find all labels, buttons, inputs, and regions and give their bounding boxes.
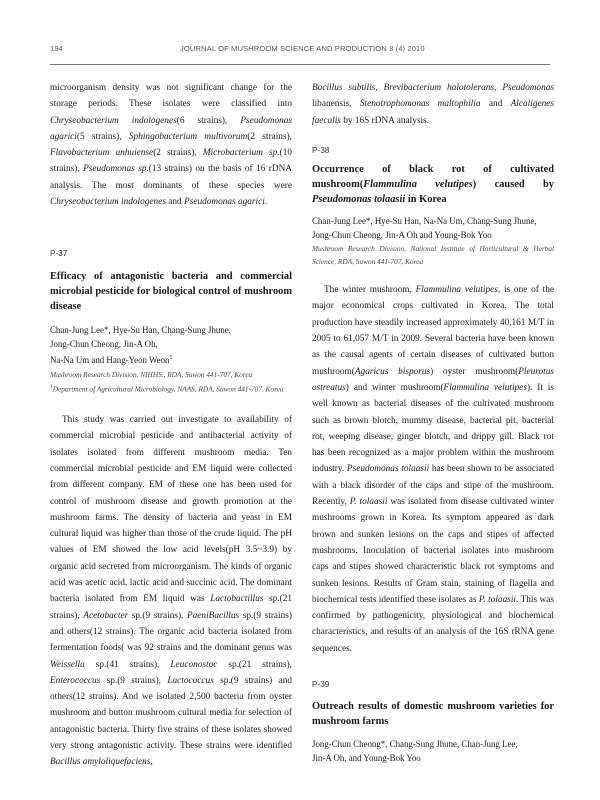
text-run: sp.(21 strains),: [217, 659, 292, 670]
authors-line: Jong-Chun Cheong, Jin-A Oh,: [50, 338, 158, 349]
affiliation-marker: 1: [169, 354, 173, 361]
text-run: , is one of the major economical crops cultivated in Korea. The total production have steadily increased approximately 40,161 M/T in 2005 to 61,057 M/T in 2009. Several bacteria have been known as the causal agents of certain diseases of cultivated button mushroom(: [312, 285, 554, 377]
page-number: 194: [50, 44, 63, 53]
affiliation-text: Department of Agricultural Microbiology, NAAS, RDA, Suwon 441-707, Korea: [52, 384, 284, 394]
authors-p39: [312, 737, 554, 765]
italic-term: PaeniBacillus: [186, 610, 240, 621]
title-part: Occurrence of black rot of cultivated mushroom(: [312, 164, 554, 191]
text-run: was isolated from disease cultivated winter mushrooms grown in Korea. Its symptom appeared as dark brown and sunken lesions on the caps and stipes of affected mushrooms. Inoculation of bacterial isolates into mushroom caps and stipes showed characteristic black rot symptoms and sunken lesions. Results of Gram stain, staining of flagella and biochemical tests identified these isolates as: [312, 497, 554, 605]
text-run: (13 strains) on the basis of 16 rDNA analysis. The most dominants of these species were: [50, 164, 292, 191]
text-run: ,: [375, 83, 384, 93]
italic-term: P. tolaasii: [349, 497, 388, 508]
abstract-title-p37: Efficacy of antagonistic bacteria and commercial microbial pesticide for biological control of mushroom disease: [50, 270, 292, 312]
text-run: (2 strains),: [247, 131, 292, 142]
text-run: ) oyster mushroom(: [430, 366, 519, 377]
italic-term: Pseudomonas sp.: [83, 164, 149, 175]
italic-term: Pseudomonas tolaasii: [346, 464, 430, 475]
right-column: [312, 80, 554, 765]
italic-term: Stenotrophomonas maltophilia: [359, 99, 481, 110]
text-run: ,: [494, 83, 503, 93]
italic-term: Pseudomonas: [502, 83, 554, 93]
text-run: sp.(9 strains) and others(12 strains). And we isolated 2,500 bacteria from oyster mushroom and button mushroom cultural media for selection of antagonistic bacteria. Thirty five strains of these isolates showed very strong antagonistic activity. These strains were identified: [50, 675, 292, 751]
italic-term: Flammulina velutipes: [415, 285, 498, 296]
text-run: sp.(9 strains) and others(12 strains). The organic acid bacteria isolated from fermentation foods( was 92 strains and the dominant genus was: [50, 610, 292, 654]
text-run: (5 strains),: [76, 131, 129, 142]
italic-term: Chryseobacterium indologenes: [50, 197, 166, 208]
title-part: Flammulina velutipes: [363, 179, 473, 191]
affiliation-line: [50, 381, 292, 396]
italic-term: Flammulina velutipes: [443, 382, 527, 393]
italic-term: Alcaligenes faecalis: [312, 99, 554, 126]
authors-line: Jong-Chun Cheong*, Chang-Sung Jhune, Chan-Jung Lee,: [312, 739, 518, 750]
italic-term: Sphingobacterium multivorum: [128, 131, 248, 142]
italic-term: Pleurotus ostreatus: [312, 366, 554, 393]
text-run: sp.(9 strains),: [100, 675, 168, 686]
abstract-title-p38: [312, 162, 554, 207]
abstract-body-p37: [50, 412, 292, 771]
text-run: .: [264, 197, 268, 208]
abstract-title-p39: Outreach results of domestic mushroom varieties for mushroom farms: [312, 701, 554, 728]
authors-line: Chan-Jung Lee*, Hye-Su Han, Na-Na Um, Chang-Sung Jhune,: [312, 216, 537, 227]
text-run: and: [165, 197, 185, 208]
left-column: [50, 80, 292, 771]
text-run: ). It is well known as bacterial diseases of the cultivated mushroom such as brown blotch, mummy disease, bacterial pit, bacterial rot, weeping disease, ginger blotch, and drippy gill. Black rot has been recognized as a major problem within the mushroom industry.: [312, 382, 555, 475]
italic-term: Microbacterium sp.: [202, 148, 280, 159]
text-run: microorganism density was not significant change for the storage periods. These isolates were classified into: [50, 83, 292, 110]
text-run: sp.(41 strains),: [84, 659, 171, 670]
affiliation-line: Mushroom Research Division, NIHHS., RDA, Suwon 441-707, Korea: [50, 369, 253, 379]
italic-term: Flavobacterium anhuiense: [50, 148, 154, 159]
text-run: (2 strains),: [153, 148, 203, 159]
italic-term: Brevibacterium halotolerans: [383, 83, 495, 93]
authors-line: Chan-Jung Lee*, Hye-Su Han, Chang-Sung Jhune,: [50, 324, 231, 335]
text-run: . This was confirmed by pathogenicity, physiological and biochemical characteristics, and results of an analysis of the 16S rRNA gene sequences.: [312, 594, 554, 654]
text-run: ) and winter mushroom(: [345, 382, 444, 393]
authors-line: Jong-Chun Cheong, Jin-A Oh and Young-Bok Yoo: [312, 230, 492, 241]
affiliation-marker: 1: [50, 384, 53, 391]
affiliations-p37: [50, 369, 292, 396]
italic-term: Pseudomonas agarici: [50, 115, 293, 142]
italic-term: Pseudomonas agarici: [184, 197, 265, 208]
italic-term: Agaricus bisporus: [354, 366, 431, 377]
header-rule: [50, 64, 550, 65]
authors-line: [50, 351, 292, 367]
italic-term: Bacillus amyloliquefaciens: [50, 757, 151, 768]
text-run: (10 strains),: [50, 148, 292, 175]
text-run: This study was carried out investigate to availability of commercial microbial pesticide and antibacterial activity of isolates isolated from different mushroom media. Ten commercial microbial pesticide and EM liquid were collected from different company. EM of these one has been used for control of mushroom disease and growth promotion at the mushroom farms. The density of bacteria and yeast in EM cultural liquid was higher than those of the crude liquid. The pH values of EM showed the low acid levels(pH 3.5~3.9) by organic acid secreted from microorganism. The kinds of organic acid was acetic acid, lactic acid and succinic acid. The dominant bacteria isolated from EM liquid was: [50, 415, 292, 605]
italic-term: Enterococcus: [50, 675, 101, 686]
abstract-code-p39: P-39: [312, 680, 330, 690]
abstract-code-p38: P-38: [312, 145, 330, 155]
italic-term: Lactobactillus: [210, 594, 264, 605]
text-run: sp.(21 strains),: [50, 594, 293, 621]
authors-p38: [312, 214, 554, 242]
journal-title: JOURNAL OF MUSHROOM SCIENCE AND PRODUCTION 8 (4) 2010: [180, 44, 425, 53]
authors-line: Jin-A Oh, and Young-Bok Yoo: [312, 753, 421, 764]
title-part: Pseudomonas tolaasii: [312, 194, 406, 206]
italic-term: Bacillus subtilis: [312, 83, 376, 93]
affiliation-p38: Mushroom Research Division, National Institute of Horticultural & Herbal Science, RDA, Suwon 441-707, Korea: [312, 244, 554, 266]
text-run: by 16S rDNA analysis.: [340, 115, 429, 126]
italic-term: Lactococcus: [167, 675, 214, 686]
continued-paragraph-left: [50, 80, 292, 210]
text-run: has been shown to be associated with a black disorder of the caps and stipe of the mushroom. Recently,: [312, 464, 554, 508]
italic-term: P. tolaasii: [478, 594, 516, 605]
italic-term: Leuconostoc: [170, 659, 218, 670]
italic-term: Acetobacter: [83, 610, 129, 621]
text-run: and: [480, 99, 511, 110]
continued-paragraph-right: [312, 80, 554, 129]
italic-term: Chryseobacterium indologenes: [50, 115, 177, 126]
abstract-body-p38: [312, 282, 554, 657]
authors-text: Na-Na Um and Hang-Yeon Weon: [50, 354, 170, 365]
text-run: ,: [150, 757, 153, 768]
italic-term: Weissella: [50, 659, 85, 670]
text-run: The winter mushroom,: [324, 285, 416, 296]
text-run: libanensis,: [312, 99, 360, 110]
text-run: sp.(9 strains),: [128, 610, 187, 621]
text-run: (6 strains),: [176, 115, 241, 126]
title-part: in Korea: [405, 194, 447, 206]
abstract-code-p37: P-37: [50, 249, 68, 259]
title-part: ) caused by: [472, 179, 554, 191]
authors-p37: [50, 323, 292, 367]
